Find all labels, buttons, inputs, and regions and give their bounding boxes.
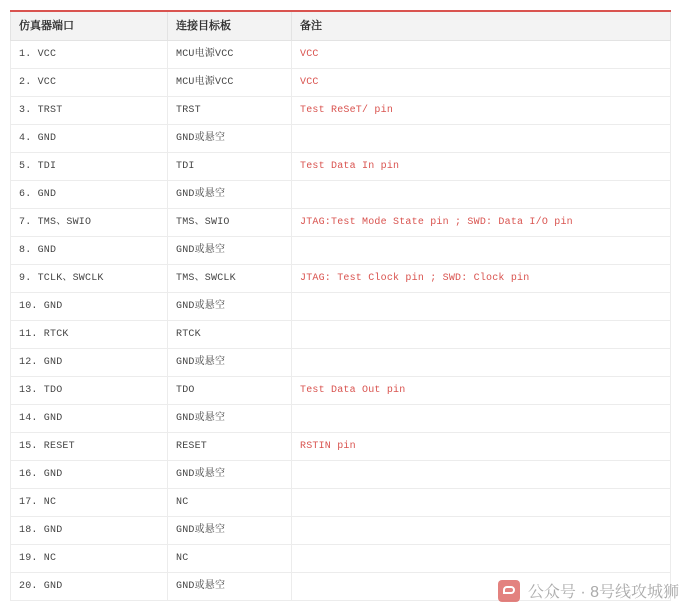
cell-port: 17. NC	[11, 489, 168, 517]
table-row	[11, 405, 671, 433]
watermark-label: 公众号 · 8号线攻城狮	[527, 584, 679, 601]
table-row	[11, 181, 671, 209]
cell-target: MCU电源VCC	[168, 41, 292, 69]
table-row	[11, 433, 671, 461]
cell-target: TMS、SWIO	[168, 209, 292, 237]
cell-port: 11. RTCK	[11, 321, 168, 349]
cell-target: GND或悬空	[168, 405, 292, 433]
cell-target: GND或悬空	[168, 181, 292, 209]
cell-port: 15. RESET	[11, 433, 168, 461]
table-row	[11, 545, 671, 573]
table-row	[11, 517, 671, 545]
table-header	[11, 11, 671, 41]
cell-note	[292, 293, 671, 321]
cell-port: 18. GND	[11, 517, 168, 545]
cell-port: 6. GND	[11, 181, 168, 209]
cell-target: RESET	[168, 433, 292, 461]
cell-note	[292, 489, 671, 517]
cell-target: GND或悬空	[168, 461, 292, 489]
cell-note	[292, 517, 671, 545]
cell-note	[292, 321, 671, 349]
cell-note	[292, 545, 671, 573]
table-row	[11, 69, 671, 97]
table-header-row	[11, 11, 671, 41]
cell-target: NC	[168, 489, 292, 517]
cell-note: Test Data In pin	[292, 153, 671, 181]
cell-note: VCC	[292, 69, 671, 97]
wechat-icon	[498, 580, 520, 602]
pin-mapping-table	[10, 10, 671, 601]
cell-port: 7. TMS、SWIO	[11, 209, 168, 237]
cell-target: GND或悬空	[168, 349, 292, 377]
cell-port: 9. TCLK、SWCLK	[11, 265, 168, 293]
cell-port: 1. VCC	[11, 41, 168, 69]
document-page	[0, 10, 691, 612]
table-row	[11, 349, 671, 377]
column-header-note: 备注	[292, 11, 671, 41]
cell-port: 14. GND	[11, 405, 168, 433]
cell-note: JTAG: Test Clock pin ; SWD: Clock pin	[292, 265, 671, 293]
cell-port: 19. NC	[11, 545, 168, 573]
cell-port: 12. GND	[11, 349, 168, 377]
table-row	[11, 321, 671, 349]
cell-note: Test Data Out pin	[292, 377, 671, 405]
table-row	[11, 461, 671, 489]
cell-port: 4. GND	[11, 125, 168, 153]
cell-note: VCC	[292, 41, 671, 69]
cell-port: 20. GND	[11, 573, 168, 601]
table-row	[11, 41, 671, 69]
cell-target: GND或悬空	[168, 517, 292, 545]
cell-port: 8. GND	[11, 237, 168, 265]
cell-target: RTCK	[168, 321, 292, 349]
cell-note	[292, 461, 671, 489]
table-row	[11, 489, 671, 517]
cell-target: GND或悬空	[168, 125, 292, 153]
cell-note: RSTIN pin	[292, 433, 671, 461]
cell-port: 13. TDO	[11, 377, 168, 405]
cell-note	[292, 181, 671, 209]
cell-port: 2. VCC	[11, 69, 168, 97]
table-body	[11, 41, 671, 601]
cell-target: NC	[168, 545, 292, 573]
table-row	[11, 125, 671, 153]
table-row	[11, 209, 671, 237]
cell-note	[292, 405, 671, 433]
table-row	[11, 97, 671, 125]
cell-target: GND或悬空	[168, 573, 292, 601]
cell-port: 3. TRST	[11, 97, 168, 125]
table-row	[11, 265, 671, 293]
cell-target: TRST	[168, 97, 292, 125]
cell-port: 16. GND	[11, 461, 168, 489]
cell-port: 5. TDI	[11, 153, 168, 181]
cell-note	[292, 237, 671, 265]
table-row	[11, 153, 671, 181]
table-row	[11, 377, 671, 405]
cell-target: GND或悬空	[168, 293, 292, 321]
column-header-port: 仿真器端口	[11, 11, 168, 41]
cell-target: TDO	[168, 377, 292, 405]
cell-note	[292, 125, 671, 153]
column-header-target: 连接目标板	[168, 11, 292, 41]
cell-target: TMS、SWCLK	[168, 265, 292, 293]
cell-target: TDI	[168, 153, 292, 181]
table-row	[11, 293, 671, 321]
cell-note: Test ReSeT/ pin	[292, 97, 671, 125]
cell-target: MCU电源VCC	[168, 69, 292, 97]
table-row	[11, 237, 671, 265]
cell-note: JTAG:Test Mode State pin ; SWD: Data I/O pin	[292, 209, 671, 237]
cell-target: GND或悬空	[168, 237, 292, 265]
cell-note	[292, 349, 671, 377]
cell-port: 10. GND	[11, 293, 168, 321]
watermark	[498, 579, 679, 602]
